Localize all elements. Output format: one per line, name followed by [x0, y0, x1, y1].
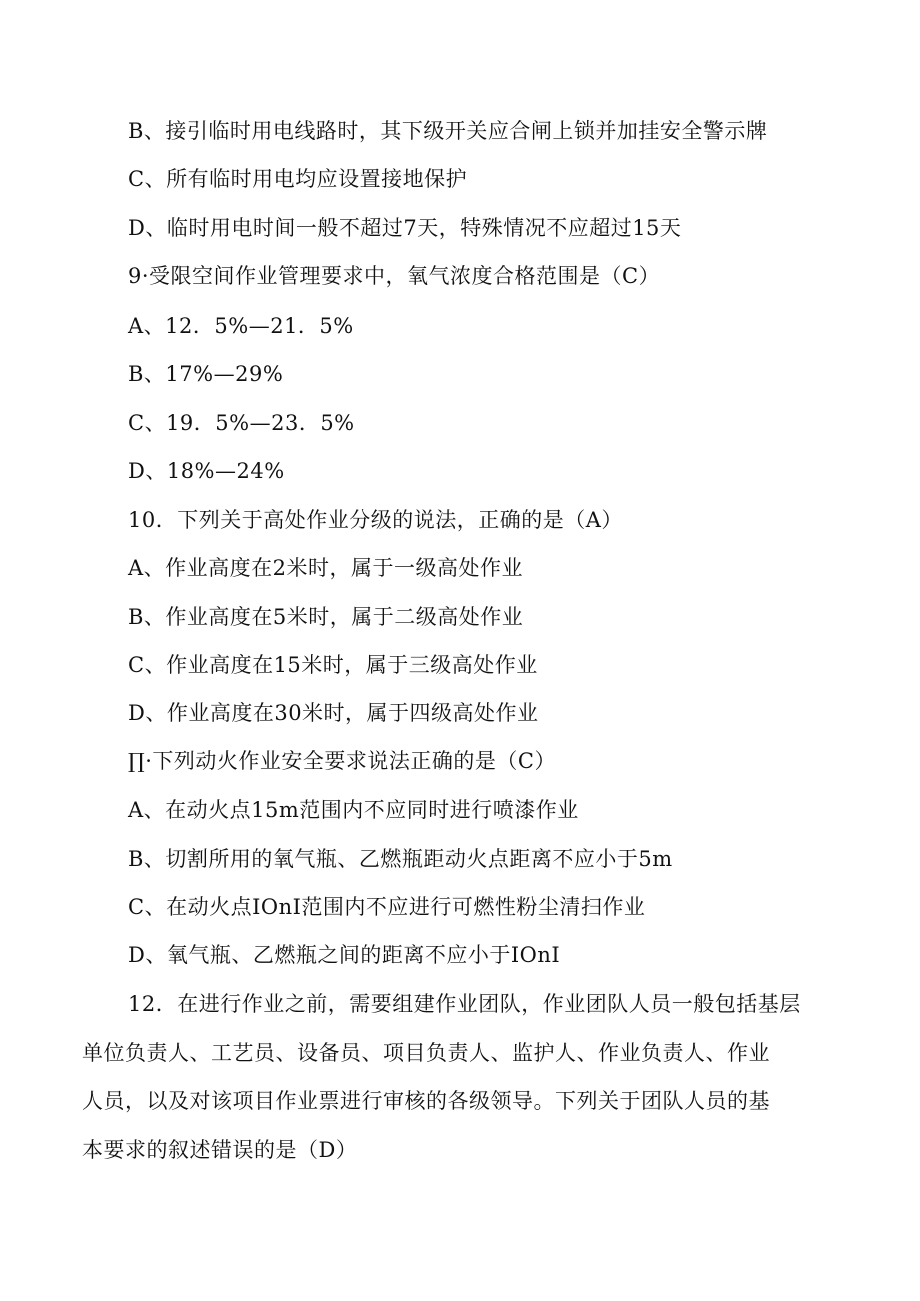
- q8-option-c: C、所有临时用电均应设置接地保护: [128, 167, 468, 191]
- q11-option-a: A、在动火点15m范围内不应同时进行喷漆作业: [128, 798, 579, 822]
- q8-option-d: D、临时用电时间一般不超过7天，特殊情况不应超过15天: [128, 216, 682, 240]
- q10-option-a: A、作业高度在2米时，属于一级高处作业: [128, 556, 524, 580]
- q9-option-d: D、18%—24%: [128, 459, 285, 483]
- q8-option-b: B、接引临时用电线路时，其下级开关应合闸上锁并加挂安全警示牌: [128, 119, 768, 143]
- q10-question: 10．下列关于高处作业分级的说法，正确的是（A）: [128, 508, 623, 532]
- q9-option-a: A、12．5%—21．5%: [128, 314, 354, 338]
- q12-line-3: 人员，以及对该项目作业票进行审核的各级领导。下列关于团队人员的基: [82, 1089, 770, 1113]
- q10-option-d: D、作业高度在30米时，属于四级高处作业: [128, 701, 539, 725]
- q9-option-c: C、19．5%—23．5%: [128, 411, 355, 435]
- q12-line-1: 12．在进行作业之前，需要组建作业团队，作业团队人员一般包括基层: [128, 992, 801, 1016]
- q11-option-c: C、在动火点IOnI范围内不应进行可燃性粉尘清扫作业: [128, 895, 646, 919]
- q9-option-b: B、17%—29%: [128, 362, 284, 386]
- q12-line-4: 本要求的叙述错误的是（D）: [82, 1138, 358, 1162]
- q11-question: ∏·下列动火作业安全要求说法正确的是（C）: [128, 749, 556, 773]
- q9-question: 9·受限空间作业管理要求中，氧气浓度合格范围是（C）: [128, 264, 661, 288]
- q11-option-d: D、氧气瓶、乙燃瓶之间的距离不应小于IOnI: [128, 943, 561, 967]
- q10-option-b: B、作业高度在5米时，属于二级高处作业: [128, 605, 524, 629]
- q11-option-b: B、切割所用的氧气瓶、乙燃瓶距动火点距离不应小于5m: [128, 847, 673, 871]
- q12-line-2: 单位负责人、工艺员、设备员、项目负责人、监护人、作业负责人、作业: [82, 1041, 770, 1065]
- q10-option-c: C、作业高度在15米时，属于三级高处作业: [128, 653, 538, 677]
